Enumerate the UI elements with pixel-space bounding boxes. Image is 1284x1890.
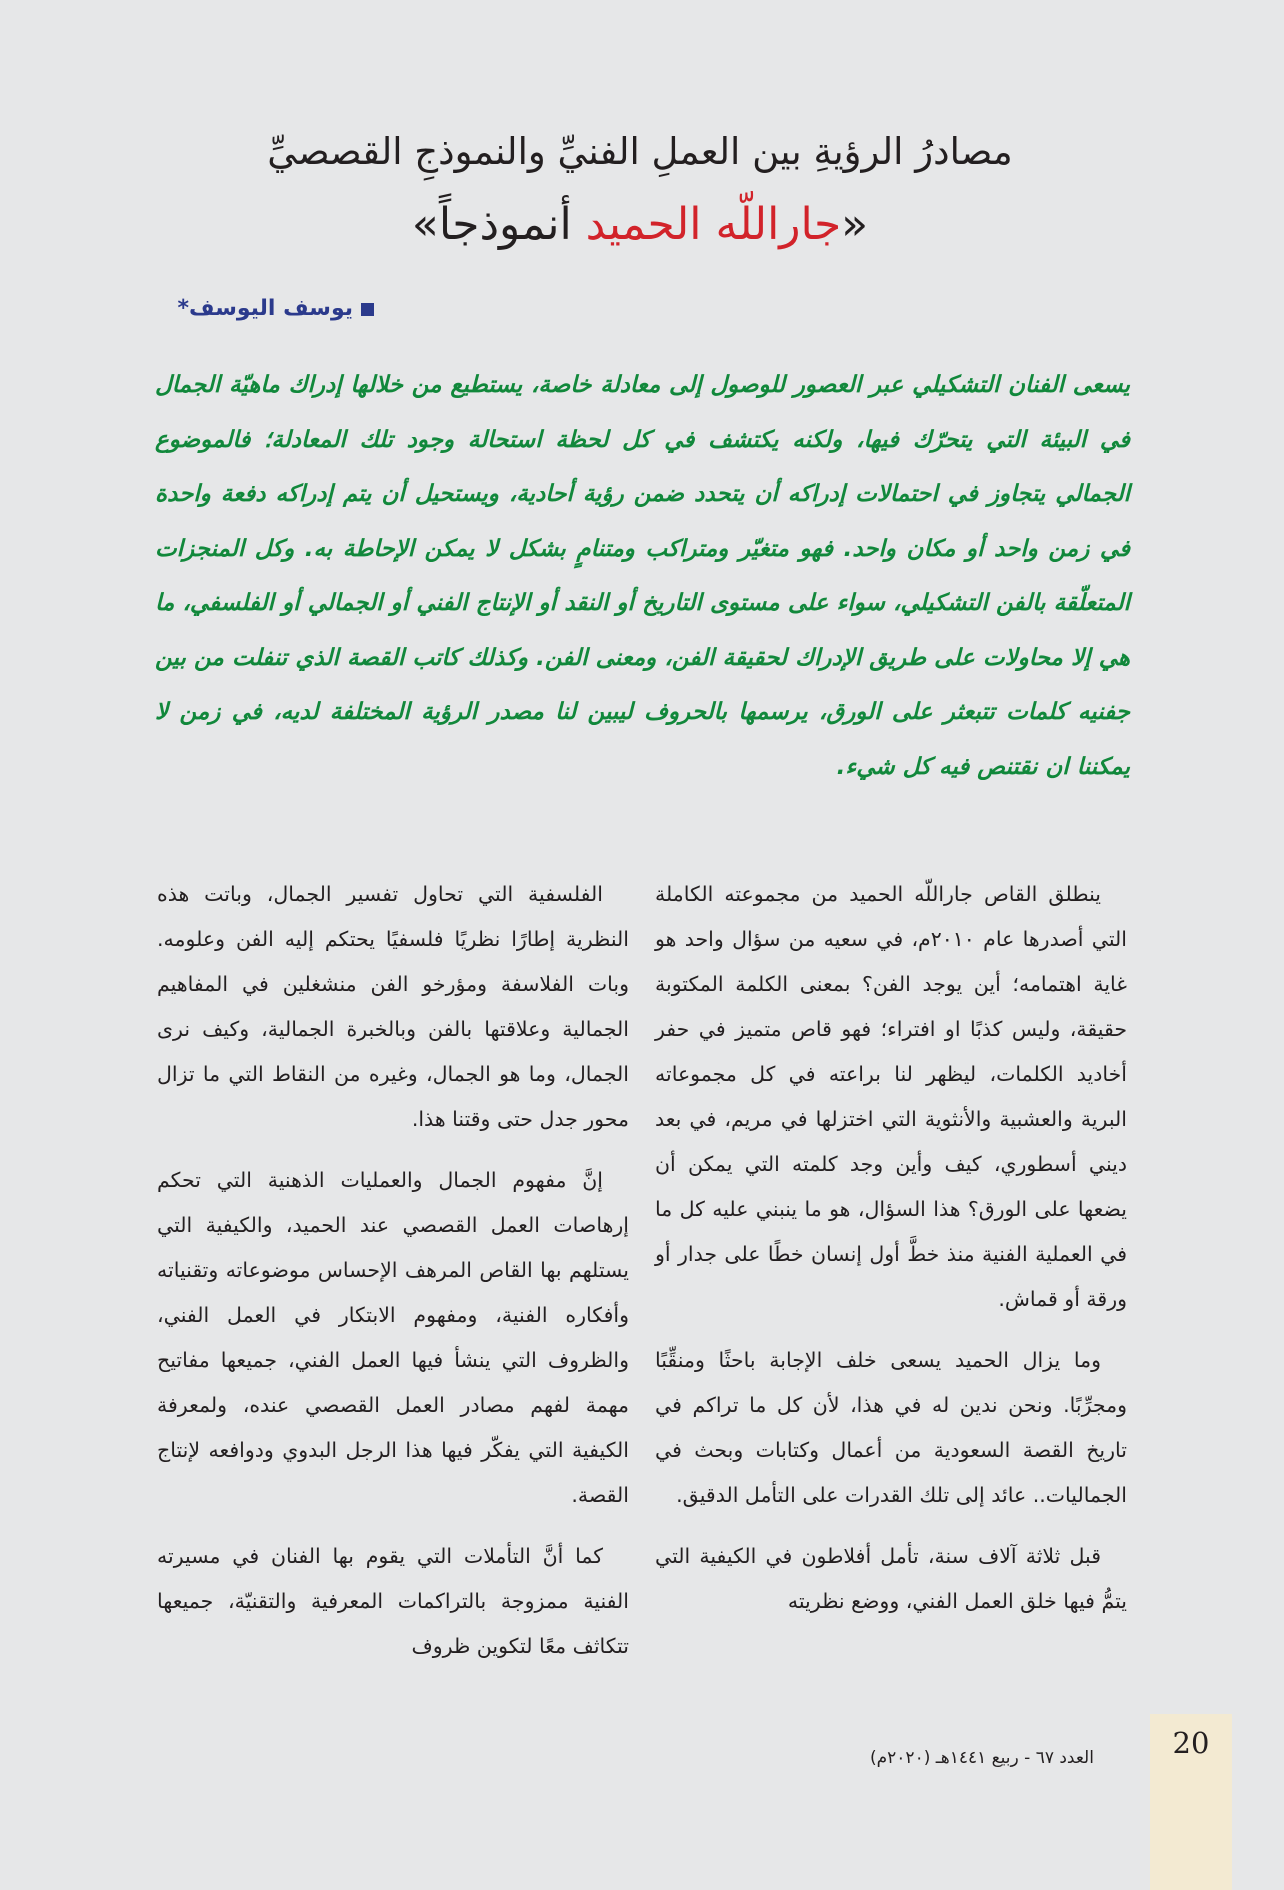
title-close-quote: »: [411, 199, 439, 250]
title-author-name: جاراللّه الحميد: [585, 199, 842, 250]
page-number: 20: [1172, 1726, 1210, 1760]
paragraph: كما أنَّ التأملات التي يقوم بها الفنان في مسيرته الفنية ممزوجة بالتراكمات المعرفية والتقنيّة، جميعها تتكاثف معًا لتكوين ظروف: [157, 1544, 629, 1658]
paragraph: الفلسفية التي تحاول تفسير الجمال، وباتت هذه النظرية إطارًا نظريًا فلسفيًا يحتكم إليه الفن وعلومه. وبات الفلاسفة ومؤرخو الفن منشغلين في المفاهيم الجمالية وعلاقتها بالفن وبالخبرة الجمالية، وكيف نرى الجمال، وما هو الجمال، وغيره من النقاط التي ما تزال محور جدل حتى وقتنا هذا.: [157, 882, 629, 1131]
author-name: يوسف اليوسف*: [177, 296, 353, 321]
article-title-line-1: مصادرُ الرؤيةِ بين العملِ الفنيِّ والنموذجِ القصصيِّ: [267, 130, 1013, 173]
title-suffix: أنموذجاً: [438, 199, 586, 250]
paragraph: إنَّ مفهوم الجمال والعمليات الذهنية التي تحكم إرهاصات العمل القصصي عند الحميد، والكيفية التي يستلهم بها القاص المرهف الإحساس موضوعاته وتقنياته وأفكاره الفنية، ومفهوم الابتكار في العمل الفني، والظروف التي ينشأ فيها العمل الفني، جميعها مفاتيح مهمة لفهم مصادر العمل القصصي عنده، ولمعرفة الكيفية التي يفكّر فيها هذا الرجل البدوي ودوافعه لإنتاج القصة.: [157, 1168, 629, 1507]
body-column-left: [157, 872, 629, 1685]
paragraph: قبل ثلاثة آلاف سنة، تأمل أفلاطون في الكيفية التي يتمُّ فيها خلق العمل الفني، ووضع نظريته: [655, 1544, 1127, 1613]
title-open-quote: «: [841, 199, 869, 250]
article-title-line-2: [150, 196, 1130, 253]
body-column-right: [655, 872, 1127, 1640]
issue-info: العدد ٦٧ - ربيع ١٤٤١هـ (٢٠٢٠م): [870, 1748, 1094, 1768]
author-byline: [178, 296, 374, 321]
paragraph: وما يزال الحميد يسعى خلف الإجابة باحثًا ومنقِّبًا ومجرِّبًا. ونحن ندين له في هذا، لأن كل ما تراكم في تاريخ القصة السعودية من أعمال وكتابات وبحث في الجماليات.. عائد إلى تلك القدرات على التأمل الدقيق.: [655, 1348, 1127, 1507]
paragraph: ينطلق القاص جاراللّه الحميد من مجموعته الكاملة التي أصدرها عام ٢٠١٠م، في سعيه من سؤال واحد هو غاية اهتمامه؛ أين يوجد الفن؟ بمعنى الكلمة المكتوبة حقيقة، وليس كذبًا او افتراء؛ فهو قاص متميز في حفر أخاديد الكلمات، ليظهر لنا براعته في كل مجموعاته البرية والعشبية والأنثوية التي اختزلها في مريم، في بعد ديني أسطوري، كيف وأين وجد كلمته التي يمكن أن يضعها على الورق؟ هذا السؤال، هو ما ينبني عليه كل ما في العملية الفنية منذ خطَّ أول إنسان خطًا على جدار أو ورقة أو قماش.: [655, 882, 1127, 1311]
square-bullet-icon: [361, 303, 374, 316]
article-intro: يسعى الفنان التشكيلي عبر العصور للوصول إلى معادلة خاصة، يستطيع من خلالها إدراك ماهيّة الجمال في البيئة التي يتحرّك فيها، ولكنه يكتشف في كل لحظة استحالة وجود تلك المعادلة؛ فالموضوع الجمالي يتجاوز في احتمالات إدراكه أن يتحدد ضمن رؤية أحادية، ويستحيل أن يتم إدراكه دفعة واحدة في زمن واحد أو مكان واحد. فهو متغيّر ومتراكب ومتنامٍ بشكل لا يمكن الإحاطة به. وكل المنجزات المتعلّقة بالفن التشكيلي، سواء على مستوى التاريخ أو النقد أو الإنتاج الفني أو الجمالي أو الفلسفي، ما هي إلا محاولات على طريق الإدراك لحقيقة الفن، ومعنى الفن. وكذلك كاتب القصة الذي تنفلت من بين جفنيه كلمات تتبعثر على الورق، يرسمها بالحروف ليبين لنا مصدر الرؤية المختلفة لديه، في زمن لا يمكننا ان نقتنص فيه كل شيء.: [155, 372, 1130, 780]
